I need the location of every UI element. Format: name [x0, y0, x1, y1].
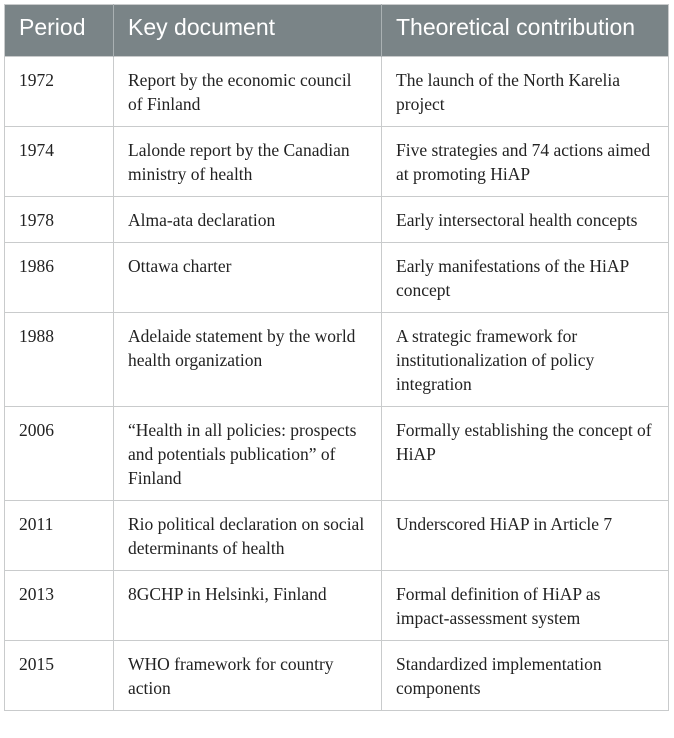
cell-key-document: Ottawa charter: [114, 243, 382, 313]
timeline-table-container: [4, 4, 668, 711]
header-theoretical-contribution: Theoretical contribution: [382, 5, 669, 57]
cell-period: 2013: [5, 571, 114, 641]
cell-key-document: Rio political declaration on social determinants of health: [114, 501, 382, 571]
cell-contribution: The launch of the North Karelia project: [382, 57, 669, 127]
table-row: [5, 407, 669, 501]
table-row: [5, 313, 669, 407]
cell-key-document: “Health in all policies: prospects and potentials publication” of Finland: [114, 407, 382, 501]
header-period: Period: [5, 5, 114, 57]
cell-contribution: Formally establishing the concept of HiAP: [382, 407, 669, 501]
table-row: [5, 57, 669, 127]
cell-period: 1988: [5, 313, 114, 407]
table-header: [5, 5, 669, 57]
cell-contribution: Early manifestations of the HiAP concept: [382, 243, 669, 313]
table-row: [5, 127, 669, 197]
cell-period: 1972: [5, 57, 114, 127]
cell-period: 1986: [5, 243, 114, 313]
cell-period: 1974: [5, 127, 114, 197]
header-key-document: Key document: [114, 5, 382, 57]
cell-contribution: Formal definition of HiAP as impact-assessment system: [382, 571, 669, 641]
cell-contribution: A strategic framework for institutionalization of policy integration: [382, 313, 669, 407]
table-row: [5, 501, 669, 571]
header-row: [5, 5, 669, 57]
cell-key-document: WHO framework for country action: [114, 641, 382, 711]
cell-contribution: Five strategies and 74 actions aimed at promoting HiAP: [382, 127, 669, 197]
cell-period: 2015: [5, 641, 114, 711]
cell-key-document: Report by the economic council of Finland: [114, 57, 382, 127]
cell-contribution: Standardized implementation components: [382, 641, 669, 711]
table-row: [5, 197, 669, 243]
cell-contribution: Underscored HiAP in Article 7: [382, 501, 669, 571]
cell-key-document: Adelaide statement by the world health organization: [114, 313, 382, 407]
cell-key-document: Lalonde report by the Canadian ministry of health: [114, 127, 382, 197]
table-row: [5, 571, 669, 641]
table-row: [5, 641, 669, 711]
cell-period: 2006: [5, 407, 114, 501]
cell-key-document: Alma-ata declaration: [114, 197, 382, 243]
table-row: [5, 243, 669, 313]
cell-period: 2011: [5, 501, 114, 571]
hiap-timeline-table: [4, 4, 669, 711]
cell-key-document: 8GCHP in Helsinki, Finland: [114, 571, 382, 641]
cell-contribution: Early intersectoral health concepts: [382, 197, 669, 243]
cell-period: 1978: [5, 197, 114, 243]
table-body: [5, 57, 669, 711]
